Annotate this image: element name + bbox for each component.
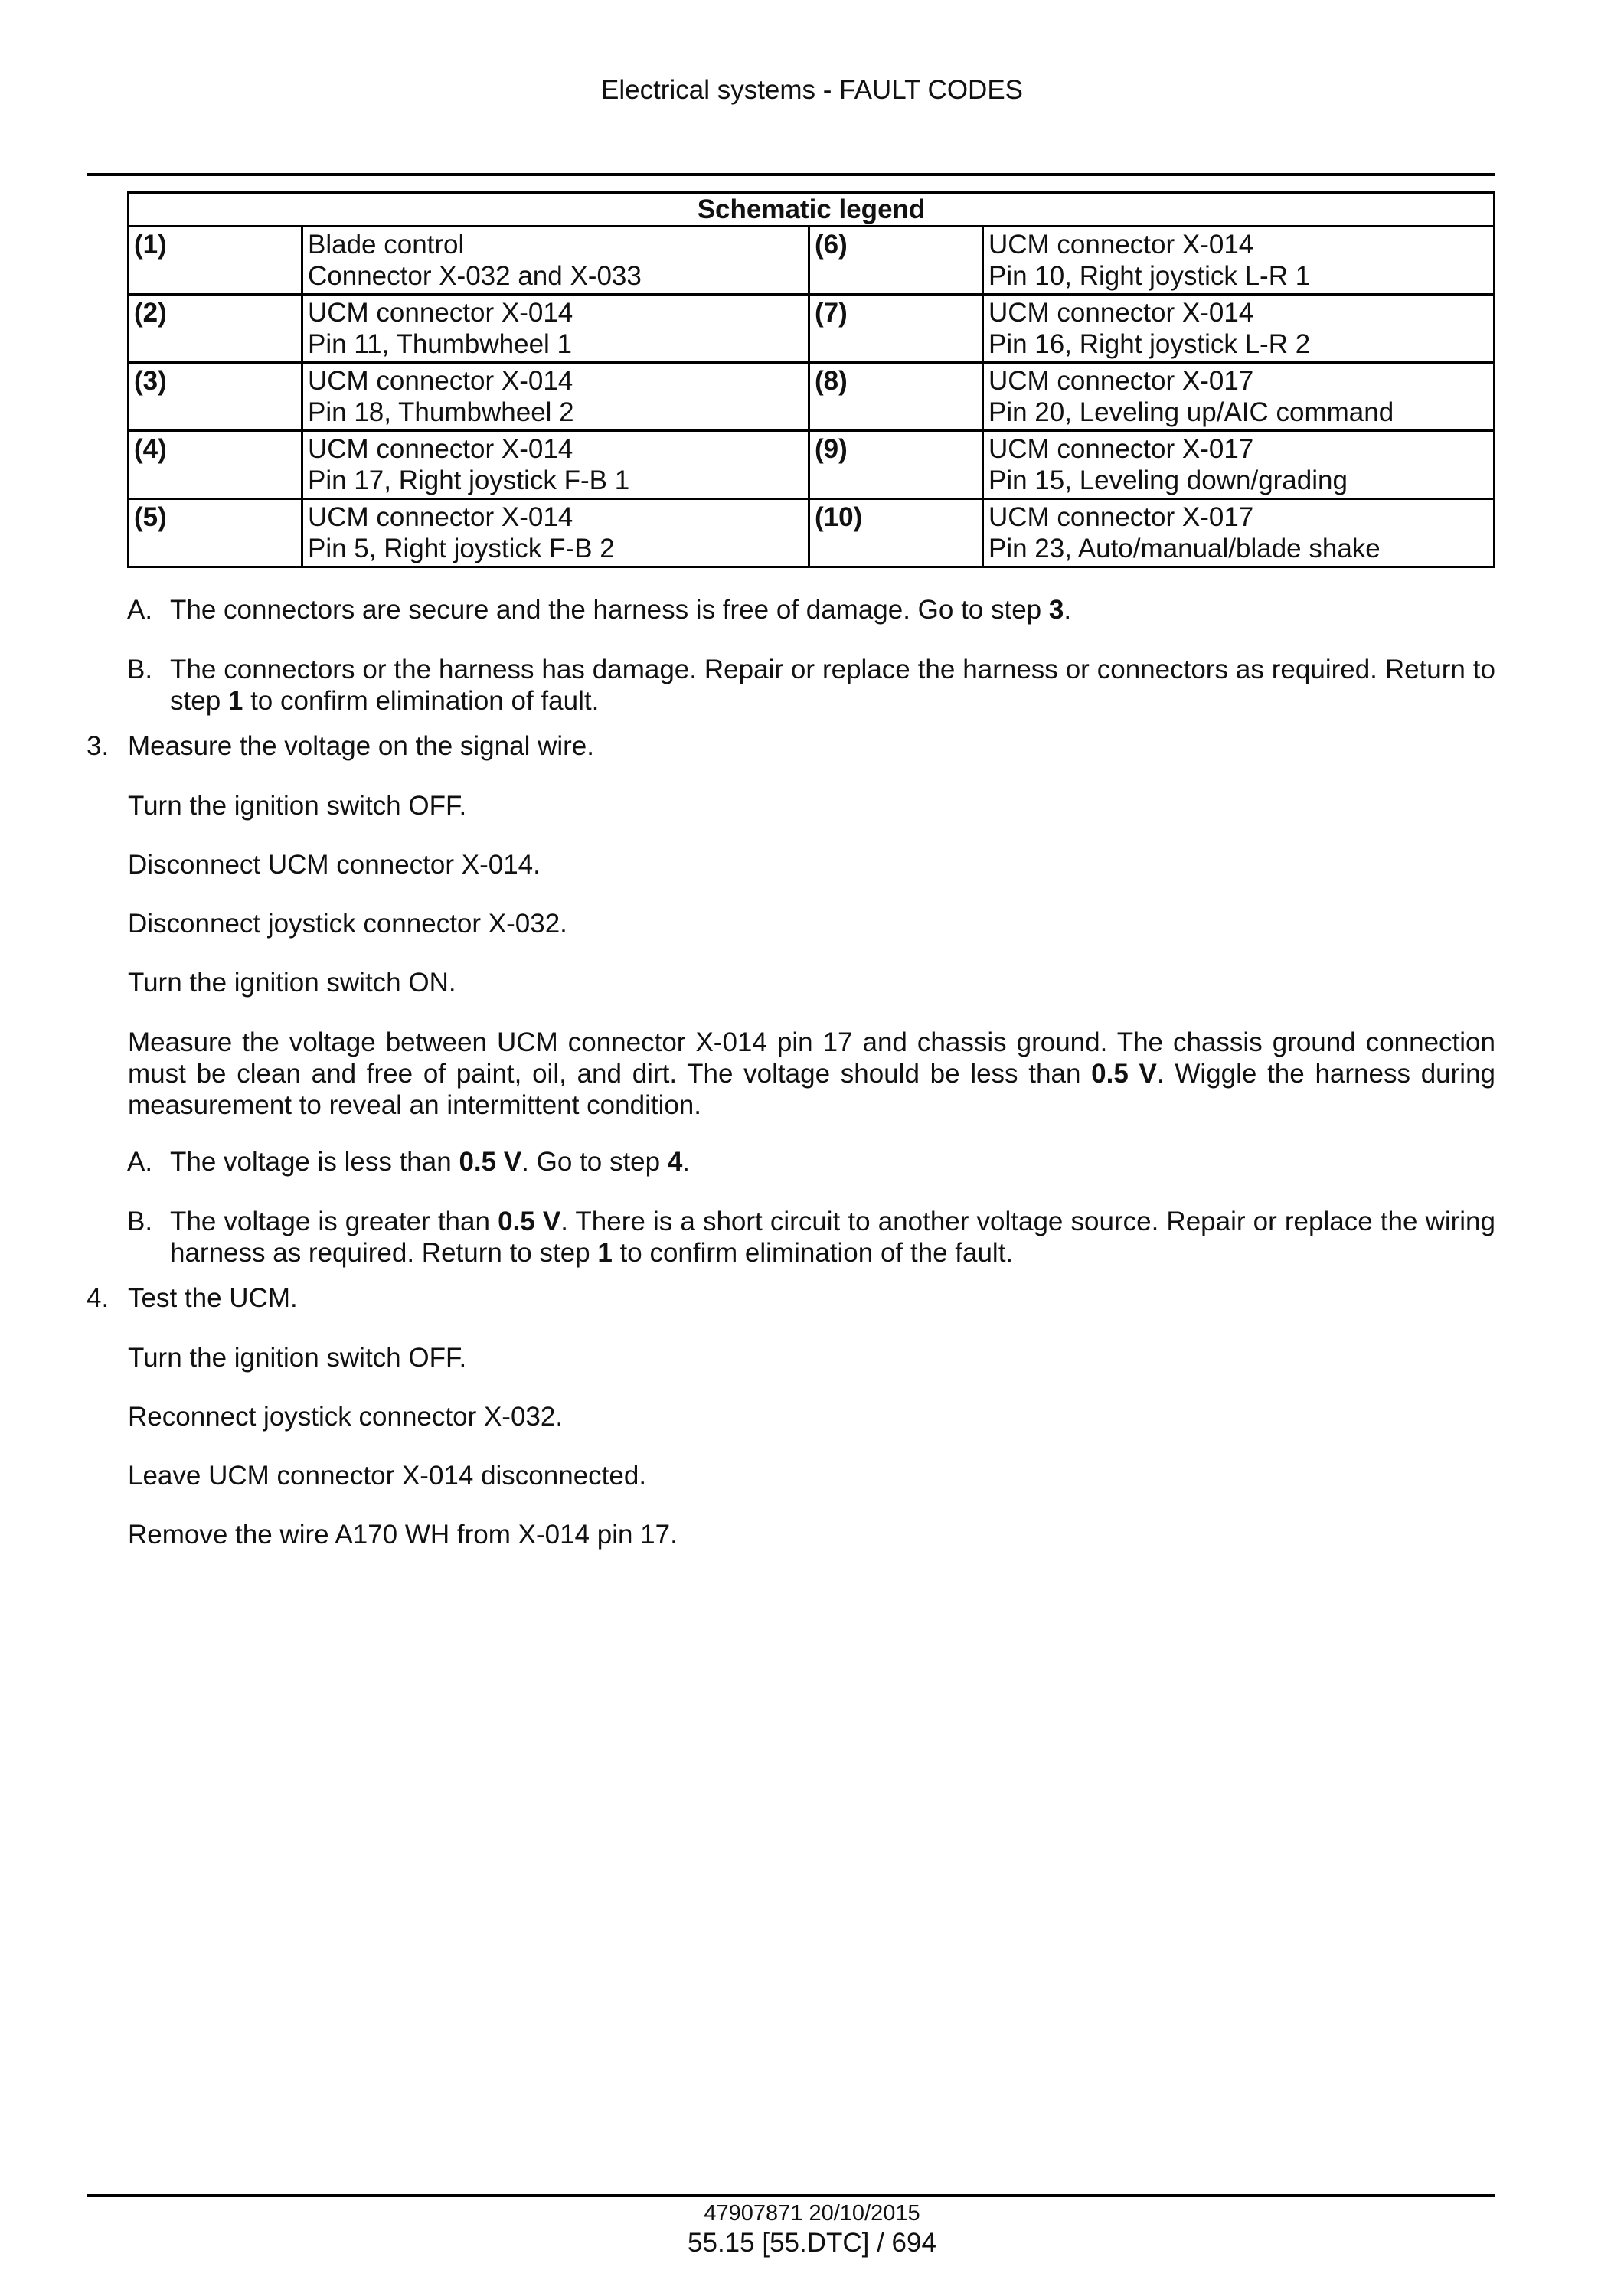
page-header-title: Electrical systems - FAULT CODES (600, 75, 1024, 105)
legend-row (129, 295, 1495, 363)
legend-description: UCM connector X-014 Pin 5, Right joystick F-B 2 (302, 499, 809, 567)
step-title: Test the UCM. (128, 1283, 298, 1313)
legend-row (129, 499, 1495, 567)
step-number: 3. (87, 731, 109, 761)
option-label: B. (127, 1207, 153, 1236)
legend-number: (1) (129, 227, 302, 295)
legend-header-row (129, 193, 1495, 227)
schematic-legend-table (127, 191, 1495, 568)
legend-description: UCM connector X-017 Pin 15, Leveling down/grading (983, 431, 1495, 499)
legend-description: UCM connector X-014 Pin 10, Right joystick L-R 1 (983, 227, 1495, 295)
option-label: A. (127, 595, 153, 625)
step-title: Measure the voltage on the signal wire. (128, 731, 594, 761)
step3-option-b (127, 1206, 1495, 1269)
legend-number: (3) (129, 363, 302, 431)
option-text: The voltage is greater than 0.5 V. There is a short circuit to another voltage source. Repair or replace the wiring harness as required. Return to step 1 to confirm elimination of the fault. (170, 1207, 1495, 1268)
step2-option-a (127, 594, 1495, 625)
step3-instruction: Turn the ignition switch ON. (128, 968, 456, 998)
step3-instruction: Turn the ignition switch OFF. (128, 791, 467, 821)
step4-instruction: Reconnect joystick connector X-032. (128, 1402, 564, 1432)
footer-divider (87, 2194, 1495, 2197)
legend-number: (9) (809, 431, 983, 499)
legend-number: (7) (809, 295, 983, 363)
page-number: 55.15 [55.DTC] / 694 (688, 2228, 936, 2258)
step2-option-b (127, 654, 1495, 717)
legend-number: (8) (809, 363, 983, 431)
legend-description: UCM connector X-017 Pin 20, Leveling up/AIC command (983, 363, 1495, 431)
legend-number: (5) (129, 499, 302, 567)
legend-number: (4) (129, 431, 302, 499)
step3-instruction: Disconnect joystick connector X-032. (128, 909, 567, 939)
step3-option-a (127, 1146, 1495, 1177)
legend-description: UCM connector X-014 Pin 16, Right joystick L-R 2 (983, 295, 1495, 363)
legend-row (129, 227, 1495, 295)
legend-number: (10) (809, 499, 983, 567)
legend-description: Blade control Connector X-032 and X-033 (302, 227, 809, 295)
legend-description: UCM connector X-017 Pin 23, Auto/manual/blade shake (983, 499, 1495, 567)
legend-number: (2) (129, 295, 302, 363)
step4-instruction: Turn the ignition switch OFF. (128, 1343, 467, 1373)
legend-number: (6) (809, 227, 983, 295)
step4-instruction: Remove the wire A170 WH from X-014 pin 17. (128, 1520, 678, 1550)
step-3-heading (87, 730, 1495, 762)
legend-description: UCM connector X-014 Pin 17, Right joystick F-B 1 (302, 431, 809, 499)
legend-description: UCM connector X-014 Pin 18, Thumbwheel 2 (302, 363, 809, 431)
step-4-heading (87, 1282, 1495, 1314)
header-divider (87, 173, 1495, 176)
option-label: B. (127, 655, 153, 684)
option-text: The connectors or the harness has damage. Repair or replace the harness or connectors as required. Return to step 1 to confirm elimination of fault. (170, 655, 1495, 716)
legend-description: UCM connector X-014 Pin 11, Thumbwheel 1 (302, 295, 809, 363)
legend-title: Schematic legend (129, 193, 1495, 227)
legend-row (129, 363, 1495, 431)
step-number: 4. (87, 1283, 109, 1313)
step4-instruction: Leave UCM connector X-014 disconnected. (128, 1461, 647, 1491)
option-text: The connectors are secure and the harness is free of damage. Go to step 3. (170, 595, 1072, 625)
option-label: A. (127, 1147, 153, 1177)
legend-row (129, 431, 1495, 499)
step3-instruction: Disconnect UCM connector X-014. (128, 850, 541, 880)
step3-measurement-paragraph: Measure the voltage between UCM connector X-014 pin 17 and chassis ground. The chassis ground connection must be clean and free of paint, oil, and dirt. The voltage should be less than 0.5 V. Wiggle the harness during measurement to reveal an intermittent condition. (128, 1027, 1495, 1120)
option-text: The voltage is less than 0.5 V. Go to step 4. (170, 1147, 691, 1177)
document-code: 47907871 20/10/2015 (704, 2201, 920, 2226)
